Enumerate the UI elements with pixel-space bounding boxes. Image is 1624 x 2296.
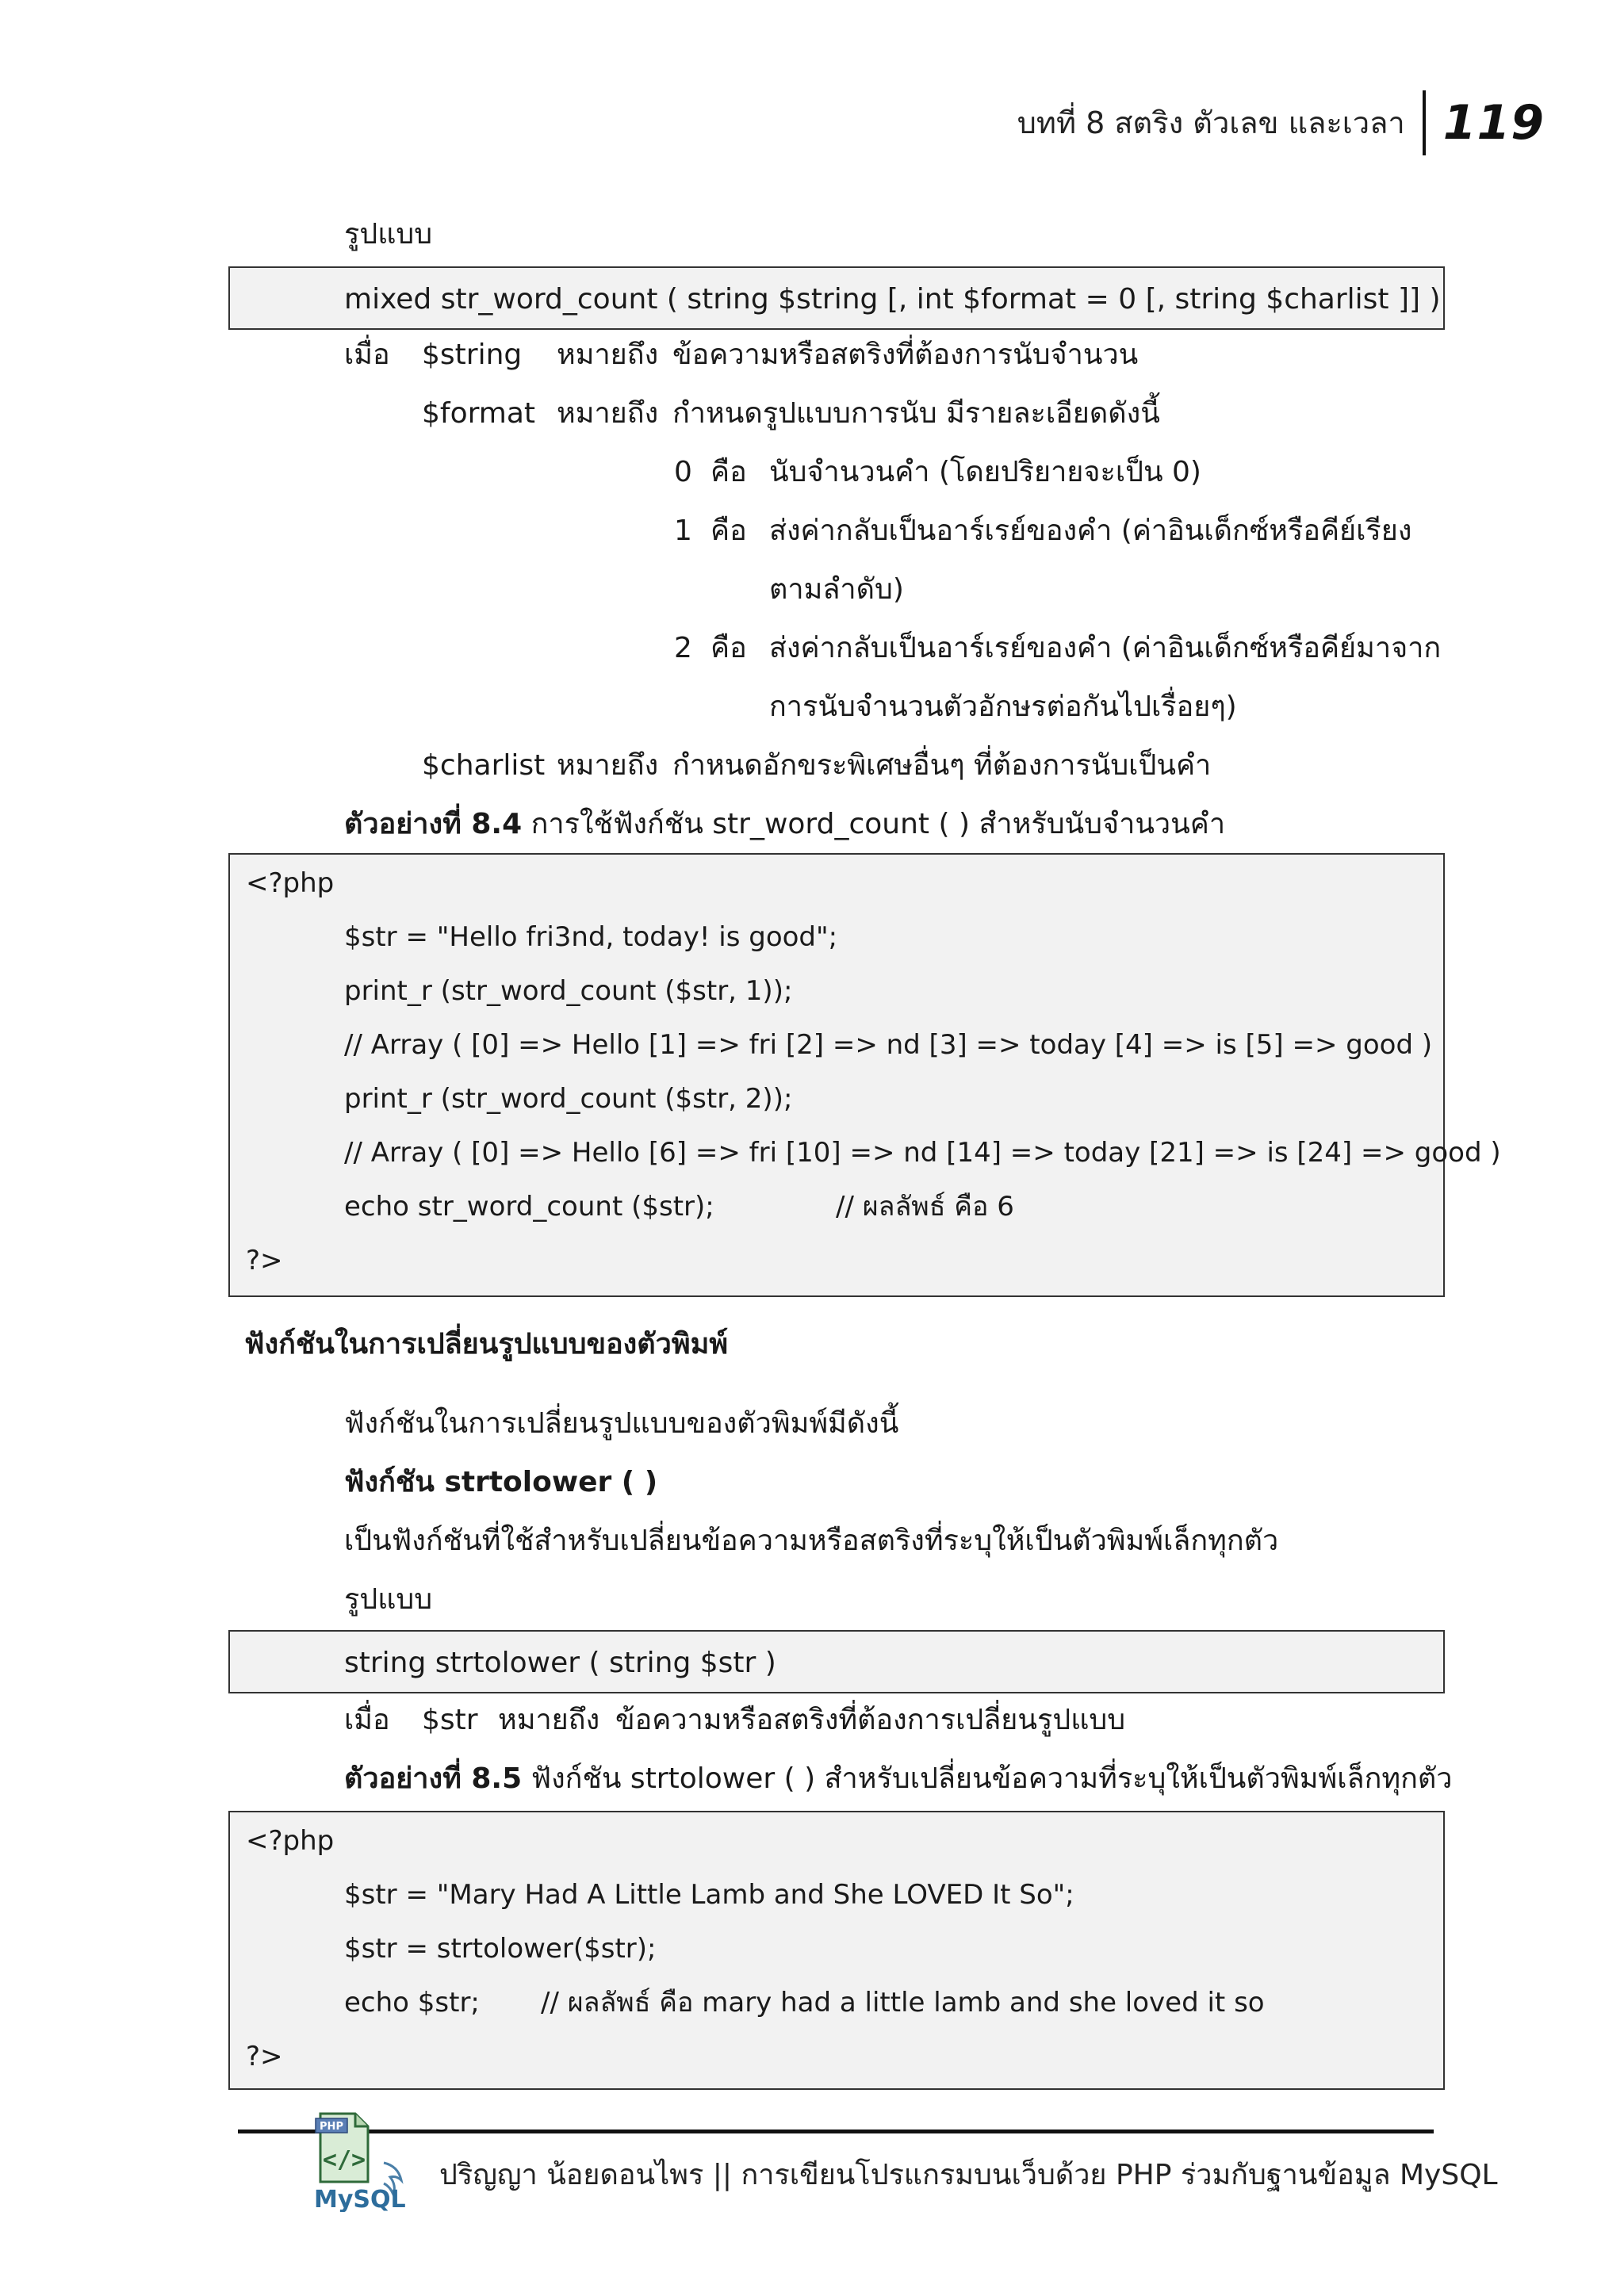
option-desc: ส่งค่ากลับเป็นอาร์เรย์ของคำ (ค่าอินเด็กซ์หรือคีย์เรียง [769,515,1412,547]
option-number: 2 [674,632,692,664]
code-comment: // ผลลัพธ์ คือ mary had a little lamb and she loved it so [541,1987,1265,2019]
is-label: คือ [710,456,747,488]
example-label: ตัวอย่างที่ 8.4 [344,808,523,840]
means-label: หมายถึง [557,397,659,430]
param-format: $format [422,397,536,430]
code-line: <?php [246,1825,335,1857]
php-mysql-logo-icon [311,2109,430,2212]
example-desc: การใช้ฟังก์ชัน str_word_count ( ) สำหรับนับจำนวนคำ [522,808,1226,840]
footer-text: ปริญญา น้อยดอนไพร || การเขียนโปรแกรมบนเว็บด้วย PHP ร่วมกับฐานข้อมูล MySQL [439,2159,1498,2191]
example-caption [344,809,1225,840]
syntax-label: รูปแบบ [344,218,433,251]
code-line: $str = strtolower($str); [344,1933,657,1965]
means-label: หมายถึง [557,749,659,782]
chapter-title: บทที่ 8 สตริง ตัวเลข และเวลา [1017,105,1405,140]
logo-php-text: PHP [320,2121,343,2133]
option-desc: นับจำนวนคำ (โดยปริยายจะเป็น 0) [769,456,1201,488]
code-line: echo $str; [344,1987,480,2019]
page-header [1017,87,1545,159]
code-comment: // ผลลัพธ์ คือ 6 [836,1191,1014,1223]
function-title: ฟังก์ชัน strtolower ( ) [344,1466,658,1498]
code-box [228,853,1501,1297]
param-string-desc: ข้อความหรือสตริงที่ต้องการนับจำนวน [672,339,1139,371]
param-string: $string [422,339,523,371]
option-desc: ส่งค่ากลับเป็นอาร์เรย์ของคำ (ค่าอินเด็กซ์หรือคีย์มาจาก [769,632,1442,664]
syntax-label: รูปแบบ [344,1583,433,1616]
code-line: print_r (str_word_count ($str, 1)); [344,975,793,1007]
is-label: คือ [710,515,747,547]
example-label: ตัวอย่างที่ 8.5 [344,1762,523,1795]
option-desc-cont: ตามลำดับ) [769,573,904,606]
function-desc: เป็นฟังก์ชันที่ใช้สำหรับเปลี่ยนข้อความหรือสตริงที่ระบุให้เป็นตัวพิมพ์เล็กทุกตัว [344,1525,1279,1557]
param-charlist: $charlist [422,749,546,782]
page-number: 119 [1442,95,1545,151]
example-caption [344,1763,1452,1795]
param-str: $str [422,1704,478,1736]
means-label: หมายถึง [557,339,659,371]
code-line: <?php [246,867,335,899]
code-comment: // Array ( [0] => Hello [6] => fri [10] => nd [14] => today [21] => is [24] => good ) [344,1137,1501,1169]
code-line: $str = "Mary Had A Little Lamb and She LOVED It So"; [344,1879,1074,1911]
code-line: ?> [246,2041,283,2072]
param-charlist-desc: กำหนดอักขระพิเศษอื่นๆ ที่ต้องการนับเป็นคำ [672,749,1212,782]
means-label: หมายถึง [498,1704,600,1736]
syntax-text: string strtolower ( string $str ) [344,1647,776,1679]
svg-text:</>: </> [322,2146,366,2174]
code-line: echo str_word_count ($str); [344,1191,714,1223]
option-number: 1 [674,515,692,547]
option-desc-cont: การนับจำนวนตัวอักษรต่อกันไปเรื่อยๆ) [769,691,1237,723]
when-label: เมื่อ [344,1704,390,1736]
code-line: ?> [246,1245,283,1276]
code-line: print_r (str_word_count ($str, 2)); [344,1083,793,1115]
code-line: $str = "Hello fri3nd, today! is good"; [344,921,838,953]
param-format-desc: กำหนดรูปแบบการนับ มีรายละเอียดดังนี้ [672,397,1160,430]
when-label: เมื่อ [344,339,390,371]
section-intro: ฟังก์ชันในการเปลี่ยนรูปแบบของตัวพิมพ์มีดังนี้ [344,1407,899,1440]
example-desc: ฟังก์ชัน strtolower ( ) สำหรับเปลี่ยนข้อความที่ระบุให้เป็นตัวพิมพ์เล็กทุกตัว [522,1762,1453,1795]
header-divider [1423,90,1426,155]
code-comment: // Array ( [0] => Hello [1] => fri [2] => nd [3] => today [4] => is [5] => good ) [344,1029,1433,1061]
is-label: คือ [710,632,747,664]
syntax-text: mixed str_word_count ( string $string [, int $format = 0 [, string $charlist ]] ) [344,283,1441,316]
syntax-box [228,1630,1445,1693]
syntax-box [228,266,1445,330]
php-mysql-logo [311,2109,430,2212]
logo-mysql-text: MySQL [314,2186,406,2212]
param-str-desc: ข้อความหรือสตริงที่ต้องการเปลี่ยนรูปแบบ [615,1704,1126,1736]
section-heading: ฟังก์ชันในการเปลี่ยนรูปแบบของตัวพิมพ์ [244,1328,729,1360]
code-box [228,1811,1445,2090]
option-number: 0 [674,456,692,488]
